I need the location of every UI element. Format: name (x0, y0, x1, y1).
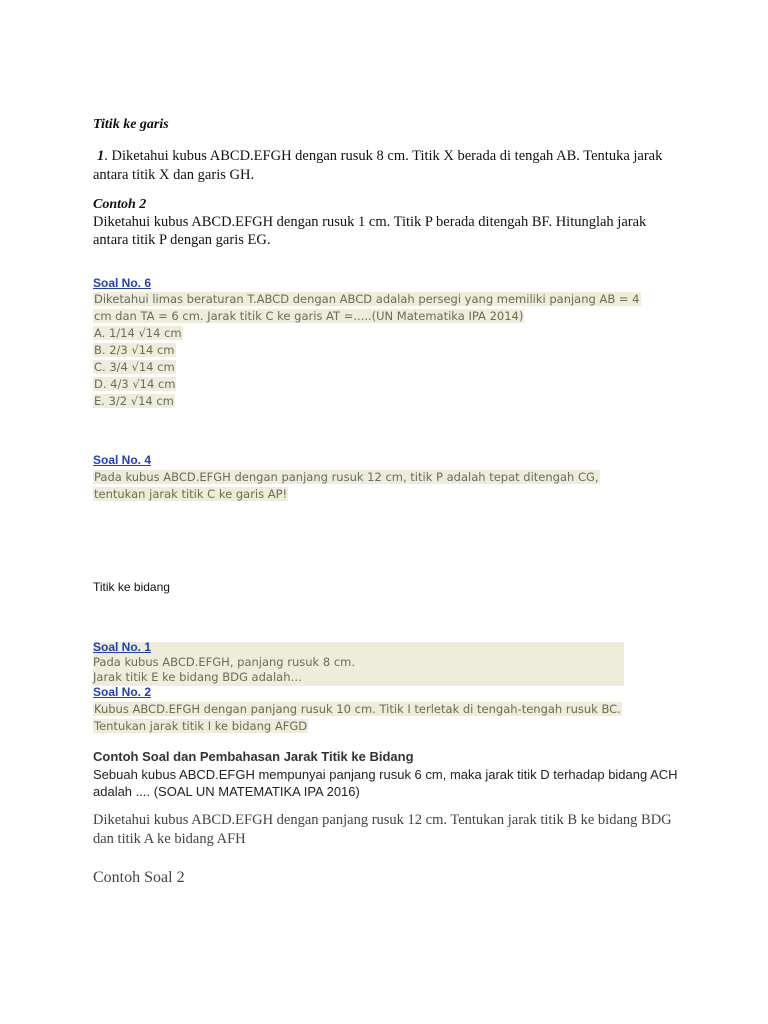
problem-1 (93, 147, 663, 185)
soal-2-body (93, 701, 673, 735)
soal-2-line: Kubus ABCD.EFGH dengan panjang rusuk 10 cm. Titik I terletak di tengah-tengah rusuk BC. (94, 702, 621, 716)
soal-6-option-a: A. 1/14 √14 cm (94, 326, 182, 340)
contoh-soal-pembahasan-title: Contoh Soal dan Pembahasan Jarak Titik ke Bidang (93, 749, 414, 764)
soal-1-link[interactable]: Soal No. 1 (93, 640, 152, 654)
problem-afh: Diketahui kubus ABCD.EFGH dengan panjang rusuk 12 cm. Tentukan jarak titik B ke bidang BDG dan titik A ke bidang AFH (93, 812, 672, 847)
soal-2-line: Tentukan jarak titik I ke bidang AFGD (94, 719, 308, 733)
soal-4-body (93, 469, 673, 503)
soal-1-line: Jarak titik E ke bidang BDG adalah… (93, 670, 302, 684)
soal-4-line: tentukan jarak titik C ke garis AP! (94, 487, 288, 501)
contoh-2-text: Diketahui kubus ABCD.EFGH dengan rusuk 1 cm. Titik P berada ditengah BF. Hitunglah jarak antara titik P dengan garis EG. (93, 214, 647, 248)
soal-6-option-d: D. 4/3 √14 cm (94, 377, 176, 391)
problem-1-number: 1 (97, 148, 105, 164)
soal-4-line: Pada kubus ABCD.EFGH dengan panjang rusuk 12 cm, titik P adalah tepat ditengah CG, (94, 470, 599, 484)
soal-1-line: Pada kubus ABCD.EFGH, panjang rusuk 8 cm. (93, 655, 356, 669)
contoh-soal-2-heading: Contoh Soal 2 (93, 869, 185, 886)
problem-1-text: . Diketahui kubus ABCD.EFGH dengan rusuk 8 cm. Titik X berada di tengah AB. Tentuka jarak antara titik X dan garis GH. (93, 148, 663, 183)
soal-2-link[interactable]: Soal No. 2 (93, 685, 152, 699)
soal-6-body (93, 291, 673, 410)
section-title-titik-ke-bidang: Titik ke bidang (93, 580, 170, 594)
soal-6-line: cm dan TA = 6 cm. Jarak titik C ke garis AT =.....(UN Matematika IPA 2014) (94, 309, 524, 323)
soal-6-option-b: B. 2/3 √14 cm (94, 343, 175, 357)
contoh-2-title: Contoh 2 (93, 197, 147, 212)
soal-1-body (93, 655, 624, 685)
soal-6-option-c: C. 3/4 √14 cm (94, 360, 175, 374)
soal-4-link[interactable]: Soal No. 4 (93, 453, 152, 467)
section-title-titik-ke-garis: Titik ke garis (93, 117, 169, 132)
contoh-soal-pembahasan-text: Sebuah kubus ABCD.EFGH mempunyai panjang rusuk 6 cm, maka jarak titik D terhadap bidang ACH adalah .... (SOAL UN MATEMATIKA IPA 2016) (93, 767, 678, 799)
soal-6-link[interactable]: Soal No. 6 (93, 276, 152, 290)
soal-6-option-e: E. 3/2 √14 cm (94, 394, 174, 408)
soal-6-line: Diketahui limas beraturan T.ABCD dengan ABCD adalah persegi yang memiliki panjang AB = 4 (94, 292, 640, 306)
